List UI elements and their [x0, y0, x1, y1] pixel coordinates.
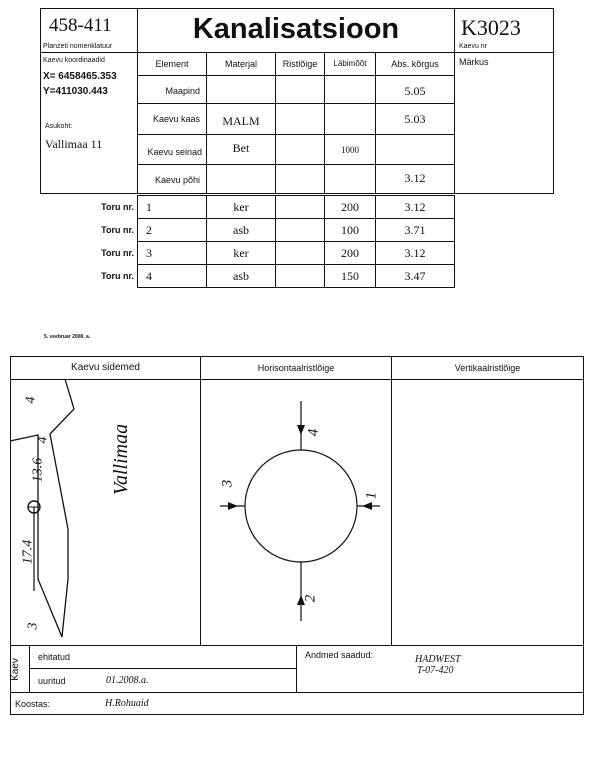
- street-line-right: [50, 379, 74, 637]
- material-cell: MALM: [206, 103, 276, 135]
- pipe-material: asb: [206, 218, 276, 242]
- page-title: Kanalisatsioon: [192, 13, 400, 45]
- plan-number: 458-411: [49, 15, 112, 36]
- plan-label: Planzeti nomenklatuur: [43, 43, 113, 50]
- element-cell: Maapind: [137, 75, 207, 104]
- dim-label-13-6: 13.6: [30, 457, 46, 483]
- well-id: K3023: [461, 15, 521, 40]
- author-name: H.Rohuaid: [105, 698, 149, 709]
- location: Vallimaa 11: [45, 137, 103, 151]
- left-info-cell: [40, 52, 138, 194]
- date-stamp: 5. veebruar 2008. a.: [44, 334, 91, 340]
- col-diameter: Läbimõõt: [324, 52, 376, 76]
- pipe-cross: [275, 195, 325, 219]
- col-material: Materjal: [206, 52, 276, 76]
- dim-label-upper: 4: [35, 436, 51, 444]
- well-outline: [245, 450, 357, 562]
- material-cell: Bet: [206, 134, 276, 165]
- footer-side-cell: [10, 645, 30, 693]
- arrow-label-4: 4: [305, 428, 322, 437]
- source-cell: [296, 645, 584, 693]
- plan-number-cell: [40, 8, 138, 53]
- side-label: Kaev: [9, 658, 21, 681]
- pipe-cross: [275, 264, 325, 288]
- source-line-1: HADWEST: [415, 654, 461, 665]
- pipe-height: 3.71: [375, 218, 455, 242]
- remarks-label: Märkus: [459, 57, 489, 67]
- section-vertical: Vertikaalristlõige: [391, 356, 584, 380]
- pipe-cross: [275, 241, 325, 265]
- pipe-diameter: 200: [324, 195, 376, 219]
- pipe-3-arrow: [228, 502, 238, 510]
- diameter-cell: [324, 164, 376, 194]
- pipe-height: 3.12: [375, 195, 455, 219]
- pipe-diameter: 100: [324, 218, 376, 242]
- height-cell: 3.12: [375, 164, 455, 194]
- pipe-label: Toru nr.: [101, 225, 134, 235]
- pipe-4-arrow: [297, 425, 305, 435]
- pipe-diameter: 150: [324, 264, 376, 288]
- pipe-height: 3.12: [375, 241, 455, 265]
- material-cell: [206, 164, 276, 194]
- arrow-label-1: 1: [363, 491, 380, 500]
- source-label: Andmed saadud:: [305, 650, 374, 660]
- section-connections: Kaevu sidemed: [10, 356, 201, 380]
- dim-label-bottom: 3: [25, 622, 41, 630]
- height-cell: [375, 134, 455, 165]
- title-cell: [137, 8, 455, 53]
- pipe-diameter: 200: [324, 241, 376, 265]
- height-cell: 5.03: [375, 103, 455, 135]
- col-cross: Ristlõige: [275, 52, 325, 76]
- coords-label: Kaevu koordinaadid: [43, 57, 105, 64]
- diameter-cell: [324, 103, 376, 135]
- pipe-no: 3: [137, 241, 207, 265]
- source-line-2: T-07-420: [417, 665, 454, 676]
- pipe-no: 2: [137, 218, 207, 242]
- cross-cell: [275, 103, 325, 135]
- built-cell: [29, 645, 297, 669]
- author-cell: [10, 692, 584, 715]
- connection-sketch: [10, 379, 201, 646]
- location-label: Asukoht:: [45, 123, 73, 130]
- pipe-label: Toru nr.: [101, 202, 134, 212]
- element-cell: Kaevu seinad: [137, 134, 207, 165]
- arrow-label-3: 3: [219, 479, 236, 488]
- pipe-1-arrow: [362, 502, 372, 510]
- col-element: Element: [137, 52, 207, 76]
- surveyed-value: 01.2008.a.: [106, 675, 149, 686]
- pipe-material: asb: [206, 264, 276, 288]
- pipe-no: 1: [137, 195, 207, 219]
- pipe-cross: [275, 218, 325, 242]
- author-label: Koostas:: [15, 699, 51, 709]
- cross-cell: [275, 134, 325, 165]
- diameter-cell: [324, 75, 376, 104]
- pipe-no: 4: [137, 264, 207, 288]
- diameter-cell: 1000: [324, 134, 376, 165]
- built-label: ehitatud: [38, 652, 71, 662]
- well-id-cell: [454, 8, 554, 53]
- pipe-height: 3.47: [375, 264, 455, 288]
- pipe-material: ker: [206, 195, 276, 219]
- well-label: Kaevu nr: [459, 43, 488, 50]
- col-height: Abs. kõrgus: [375, 52, 455, 76]
- surveyed-label: uuritud: [38, 676, 66, 686]
- pipe-material: ker: [206, 241, 276, 265]
- street-name: Vallimaa: [110, 423, 132, 495]
- element-cell: Kaevu põhi: [137, 164, 207, 194]
- cross-cell: [275, 75, 325, 104]
- coord-y: Y=411030.443: [43, 86, 108, 97]
- element-cell: Kaevu kaas: [137, 103, 207, 135]
- coord-x: X= 6458465.353: [43, 71, 117, 82]
- dim-label-17-4: 17.4: [20, 539, 36, 565]
- pipe-label: Toru nr.: [101, 271, 134, 281]
- top-form: [0, 0, 594, 300]
- horizontal-section-drawing: [200, 379, 392, 646]
- remarks-cell: [454, 52, 554, 194]
- surveyed-cell: [29, 668, 297, 693]
- arrow-label-2: 2: [302, 594, 319, 603]
- material-cell: [206, 75, 276, 104]
- pipe-label: Toru nr.: [101, 248, 134, 258]
- height-cell: 5.05: [375, 75, 455, 104]
- cross-cell: [275, 164, 325, 194]
- dim-label-top: 4: [23, 396, 39, 404]
- vertical-panel: [391, 379, 584, 646]
- section-horizontal: Horisontaalristlõige: [200, 356, 392, 380]
